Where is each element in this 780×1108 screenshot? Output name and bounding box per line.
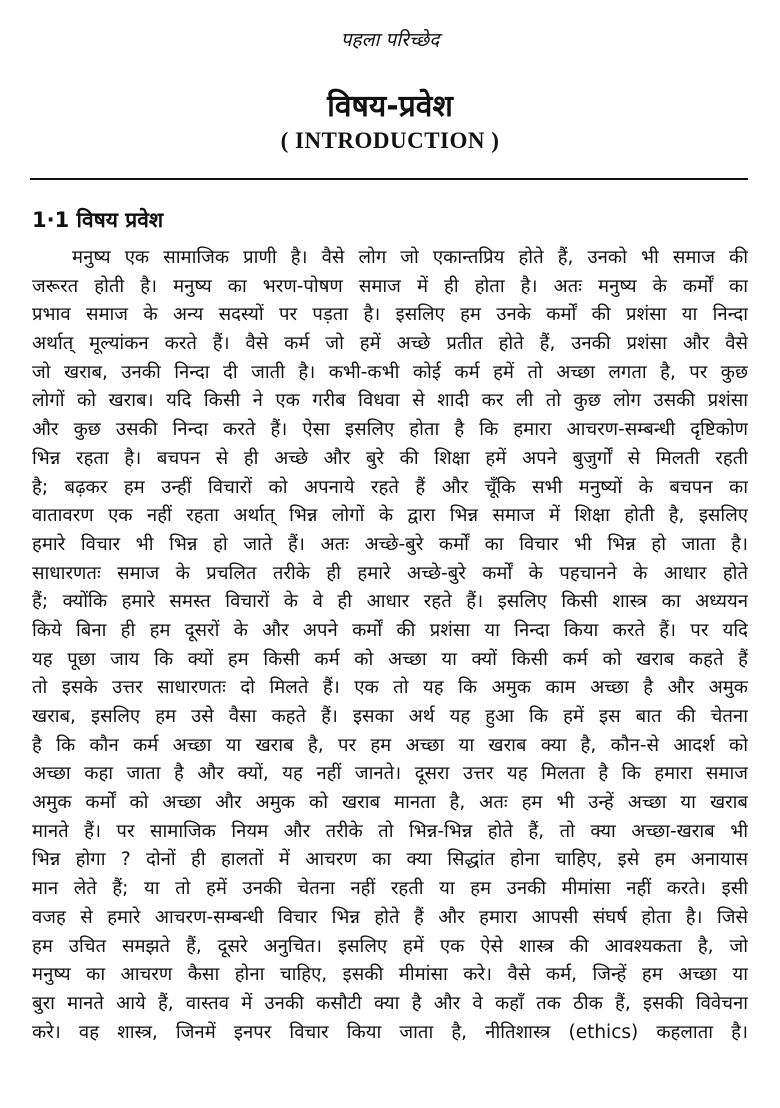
text-line: प्रभाव समाज के अन्य सदस्यों पर पड़ता है। इसलिए हम उनके कर्मों की प्रशंसा या निन्दा: [32, 304, 748, 326]
page-title: विषय-प्रवेश: [327, 89, 453, 124]
text-line: तो इसके उत्तर साधारणतः दो मिलते हैं। एक तो यह कि अमुक काम अच्छा है और अमुक: [32, 677, 748, 699]
text-line: यह पूछा जाय कि क्यों हम किसी कर्म को अच्छा या क्यों किसी कर्म को खराब कहते हैं: [32, 648, 748, 670]
text-line: किये बिना ही हम दूसरों के और अपने कर्मों की प्रशंसा या निन्दा किया करते हैं। पर यदि: [32, 619, 748, 641]
text-line: अच्छा कहा जाता है और क्यों, यह नहीं जानते। दूसरा उत्तर यह मिलता है कि हमारा समाज: [32, 763, 748, 785]
text-line: हम उचित समझते हैं, दूसरे अनुचित। इसलिए हमें एक ऐसे शास्त्र की आवश्यकता है, जो: [32, 935, 748, 957]
text-line: है कि कौन कर्म अच्छा या खराब है, पर हम अच्छा या खराब क्या है, कौन-से आदर्श को: [32, 734, 748, 756]
text-line: मनुष्य एक सामाजिक प्राणी है। वैसे लोग जो एकान्तप्रिय होते हैं, उनको भी समाज की: [72, 247, 748, 268]
text-line: अर्थात् मूल्यांकन करते हैं। वैसे कर्म जो हमें अच्छे प्रतीत होते हैं, उनकी प्रशंसा और वैसे: [32, 333, 748, 355]
title-divider: [30, 178, 748, 180]
chapter-label: पहला परिच्छेद: [340, 29, 440, 51]
text-line: करे। वह शास्त्र, जिनमें इनपर विचार किया जाता है, नीतिशास्त्र (ethics) कहलाता है।: [32, 1021, 748, 1043]
text-line: खराब, इसलिए हम उसे वैसा कहते हैं। इसका अर्थ यह हुआ कि हमें इस बात की चेतना: [32, 706, 748, 727]
text-line: साधारणतः समाज के प्रचलित तरीके ही हमारे अच्छे-बुरे कर्मों के पहचानने के आधार होते: [32, 562, 748, 584]
text-line: हमारे विचार भी भिन्न हो जाते हैं। अतः अच्छे-बुरे कर्मों का विचार भी भिन्न हो जाता है।: [32, 533, 748, 555]
text-line: मान लेते हैं; या तो हमें उनकी चेतना नहीं रहती या हम उनकी मीमांसा नहीं करते। इसी: [32, 878, 748, 900]
text-line: है; बढ़कर हम उन्हीं विचारों को अपनाये रहते हैं और चूँकि सभी मनुष्यों के बचपन का: [32, 476, 748, 498]
text-line: मनुष्य का आचरण कैसा होना चाहिए, इसकी मीमांसा करे। वैसे कर्म, जिन्हें हम अच्छा या: [32, 964, 748, 986]
text-line: जरूरत होती है। मनुष्य का भरण-पोषण समाज में ही होता है। अतः मनुष्य के कर्मों का: [32, 275, 748, 297]
body-text: [32, 244, 748, 1047]
text-line: लोगों को खराब। यदि किसी ने एक गरीब विधवा से शादी कर ली तो कुछ लोग उसकी प्रशंसा: [32, 390, 748, 412]
text-line: हैं; क्योंकि हमारे समस्त विचारों के वे ही आधार रहते हैं। इसलिए किसी शास्त्र का अध्ययन: [32, 591, 748, 613]
text-line: वातावरण एक नहीं रहता अर्थात् भिन्न लोगों के द्वारा भिन्न समाज में शिक्षा होती है, इसलिए: [32, 505, 748, 527]
text-line: बुरा मानते आये हैं, वास्तव में उनकी कसौटी क्या है और वे कहाँ तक ठीक हैं, इसकी विवेचना: [32, 992, 748, 1014]
text-line: और कुछ उसकी निन्दा करते हैं। ऐसा इसलिए होता है कि हमारा आचरण-सम्बन्धी दृष्टिकोण: [32, 419, 748, 441]
text-line: वजह से हमारे आचरण-सम्बन्धी विचार भिन्न होते हैं और हमारा आपसी संघर्ष होता है। जिसे: [32, 906, 748, 928]
section-heading: 1·1 विषय प्रवेश: [32, 208, 164, 232]
page-subtitle: ( INTRODUCTION ): [280, 128, 500, 153]
text-line: भिन्न होगा ? दोनों ही हालतों में आचरण का क्या सिद्धांत होना चाहिए, इसे हम अनायास: [32, 849, 748, 871]
text-line: जो खराब, उनकी निन्दा दी जाती है। कभी-कभी कोई कर्म हमें तो अच्छा लगता है, पर कुछ: [32, 361, 748, 383]
text-line: भिन्न रहता है। बचपन से ही अच्छे और बुरे की शिक्षा हमें अपने बुजुर्गों से मिलती रहती: [32, 447, 748, 469]
text-line: अमुक कर्मों को अच्छा और अमुक को खराब मानता है, अतः हम भी उन्हें अच्छा या खराब: [32, 792, 748, 814]
text-line: मानते हैं। पर सामाजिक नियम और तरीके तो भिन्न-भिन्न होते हैं, तो क्या अच्छा-खराब भी: [32, 820, 748, 842]
